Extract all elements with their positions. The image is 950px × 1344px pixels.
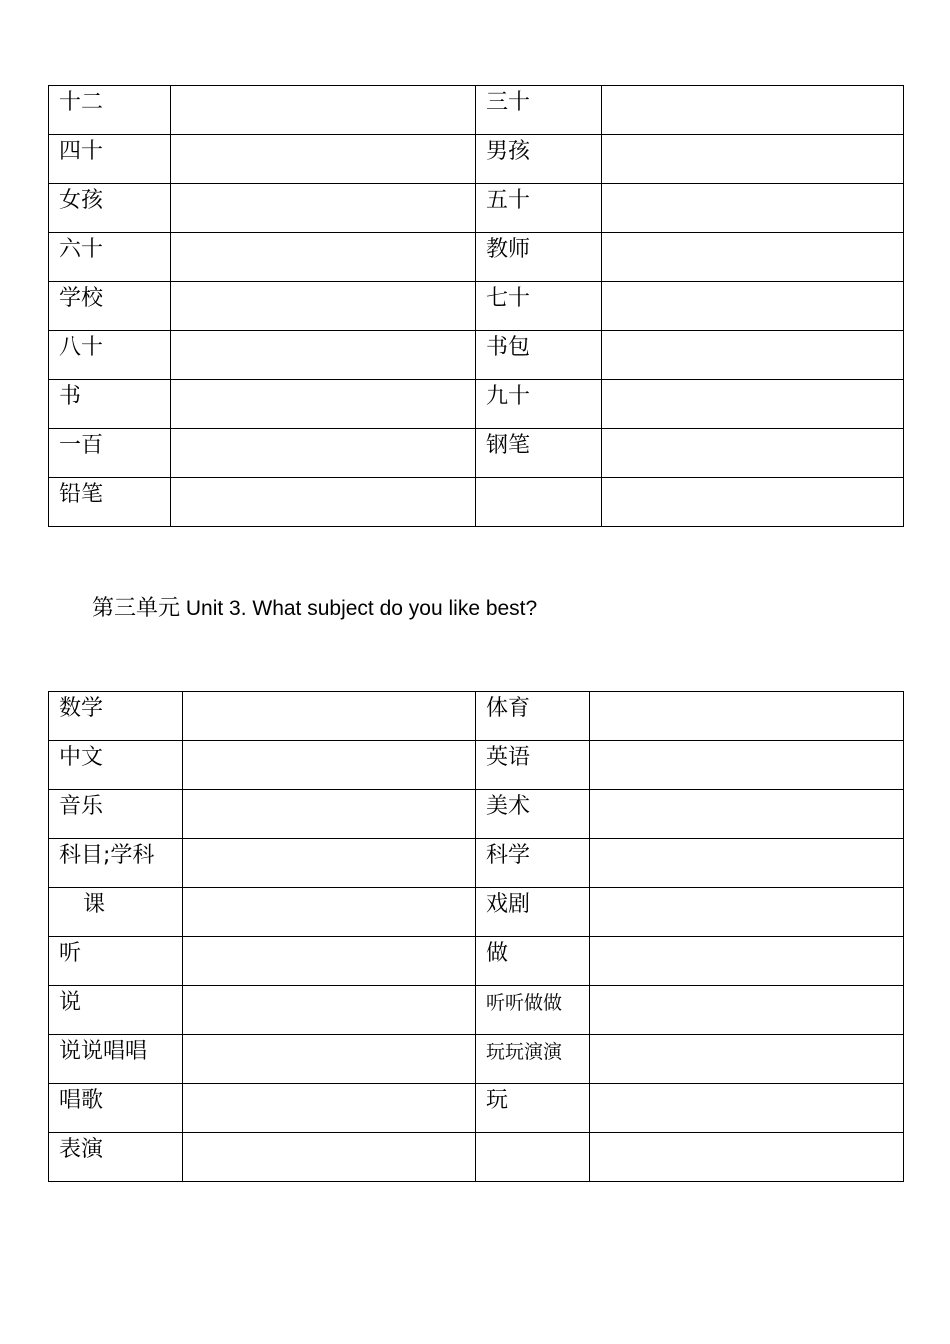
chinese-word-cell: 听听做做 [476, 986, 590, 1035]
chinese-word-cell: 说 [49, 986, 183, 1035]
answer-cell [602, 282, 904, 331]
chinese-word-cell: 八十 [49, 331, 171, 380]
chinese-word-cell: 听 [49, 937, 183, 986]
answer-cell [171, 86, 476, 135]
table-row [49, 790, 904, 839]
vocab-table-numbers [48, 85, 904, 527]
chinese-word-cell: 女孩 [49, 184, 171, 233]
table-row [49, 184, 904, 233]
chinese-word-cell: 男孩 [476, 135, 602, 184]
unit3-heading-en: Unit 3. What subject do you like best? [180, 597, 538, 620]
table-row [49, 1084, 904, 1133]
answer-cell [183, 839, 476, 888]
table-row [49, 86, 904, 135]
table-row [49, 937, 904, 986]
answer-cell [171, 429, 476, 478]
answer-cell [171, 478, 476, 527]
answer-cell [590, 839, 904, 888]
answer-cell [602, 478, 904, 527]
table-row [49, 282, 904, 331]
answer-cell [602, 331, 904, 380]
answer-cell [590, 888, 904, 937]
answer-cell [590, 741, 904, 790]
chinese-word-cell: 唱歌 [49, 1084, 183, 1133]
chinese-word-cell: 科目;学科 [49, 839, 183, 888]
chinese-word-cell: 六十 [49, 233, 171, 282]
table-row [49, 1035, 904, 1084]
answer-cell [183, 741, 476, 790]
chinese-word-cell: 铅笔 [49, 478, 171, 527]
chinese-word-cell: 美术 [476, 790, 590, 839]
chinese-word-cell: 钢笔 [476, 429, 602, 478]
chinese-word-cell: 十二 [49, 86, 171, 135]
answer-cell [602, 429, 904, 478]
chinese-word-cell: 三十 [476, 86, 602, 135]
chinese-word-cell: 中文 [49, 741, 183, 790]
table-row [49, 478, 904, 527]
chinese-word-cell: 四十 [49, 135, 171, 184]
answer-cell [183, 937, 476, 986]
answer-cell [602, 233, 904, 282]
chinese-word-cell: 体育 [476, 692, 590, 741]
chinese-word-cell: 玩玩演演 [476, 1035, 590, 1084]
chinese-word-cell: 九十 [476, 380, 602, 429]
answer-cell [171, 135, 476, 184]
answer-cell [171, 282, 476, 331]
answer-cell [171, 331, 476, 380]
answer-cell [183, 790, 476, 839]
chinese-word-cell: 五十 [476, 184, 602, 233]
answer-cell [602, 86, 904, 135]
table-row [49, 888, 904, 937]
answer-cell [183, 692, 476, 741]
table-row [49, 380, 904, 429]
table-row [49, 741, 904, 790]
chinese-word-cell: 音乐 [49, 790, 183, 839]
chinese-word-cell: 做 [476, 937, 590, 986]
chinese-word-cell: 玩 [476, 1084, 590, 1133]
unit3-heading [92, 594, 537, 624]
answer-cell [590, 1133, 904, 1182]
chinese-word-cell: 书 [49, 380, 171, 429]
chinese-word-cell: 英语 [476, 741, 590, 790]
table-row [49, 839, 904, 888]
answer-cell [590, 692, 904, 741]
table-row [49, 1133, 904, 1182]
answer-cell [602, 184, 904, 233]
table-row [49, 986, 904, 1035]
answer-cell [590, 790, 904, 839]
answer-cell [590, 1084, 904, 1133]
answer-cell [171, 233, 476, 282]
table-row [49, 692, 904, 741]
chinese-word-cell: 学校 [49, 282, 171, 331]
answer-cell [183, 1133, 476, 1182]
chinese-word-cell: 七十 [476, 282, 602, 331]
table-row [49, 331, 904, 380]
answer-cell [183, 888, 476, 937]
chinese-word-cell: 一百 [49, 429, 171, 478]
answer-cell [602, 135, 904, 184]
table-row [49, 233, 904, 282]
answer-cell [590, 1035, 904, 1084]
answer-cell [183, 1035, 476, 1084]
answer-cell [590, 986, 904, 1035]
answer-cell [183, 986, 476, 1035]
table-row [49, 429, 904, 478]
chinese-word-cell [476, 478, 602, 527]
chinese-word-cell: 说说唱唱 [49, 1035, 183, 1084]
answer-cell [602, 380, 904, 429]
vocab-table-subjects [48, 691, 904, 1182]
chinese-word-cell: 表演 [49, 1133, 183, 1182]
table-row [49, 135, 904, 184]
answer-cell [183, 1084, 476, 1133]
chinese-word-cell: 数学 [49, 692, 183, 741]
chinese-word-cell: 戏剧 [476, 888, 590, 937]
answer-cell [171, 380, 476, 429]
chinese-word-cell [476, 1133, 590, 1182]
chinese-word-cell: 书包 [476, 331, 602, 380]
answer-cell [171, 184, 476, 233]
answer-cell [590, 937, 904, 986]
chinese-word-cell: 课 [49, 888, 183, 937]
chinese-word-cell: 教师 [476, 233, 602, 282]
unit3-heading-cn: 第三单元 [92, 596, 181, 621]
chinese-word-cell: 科学 [476, 839, 590, 888]
